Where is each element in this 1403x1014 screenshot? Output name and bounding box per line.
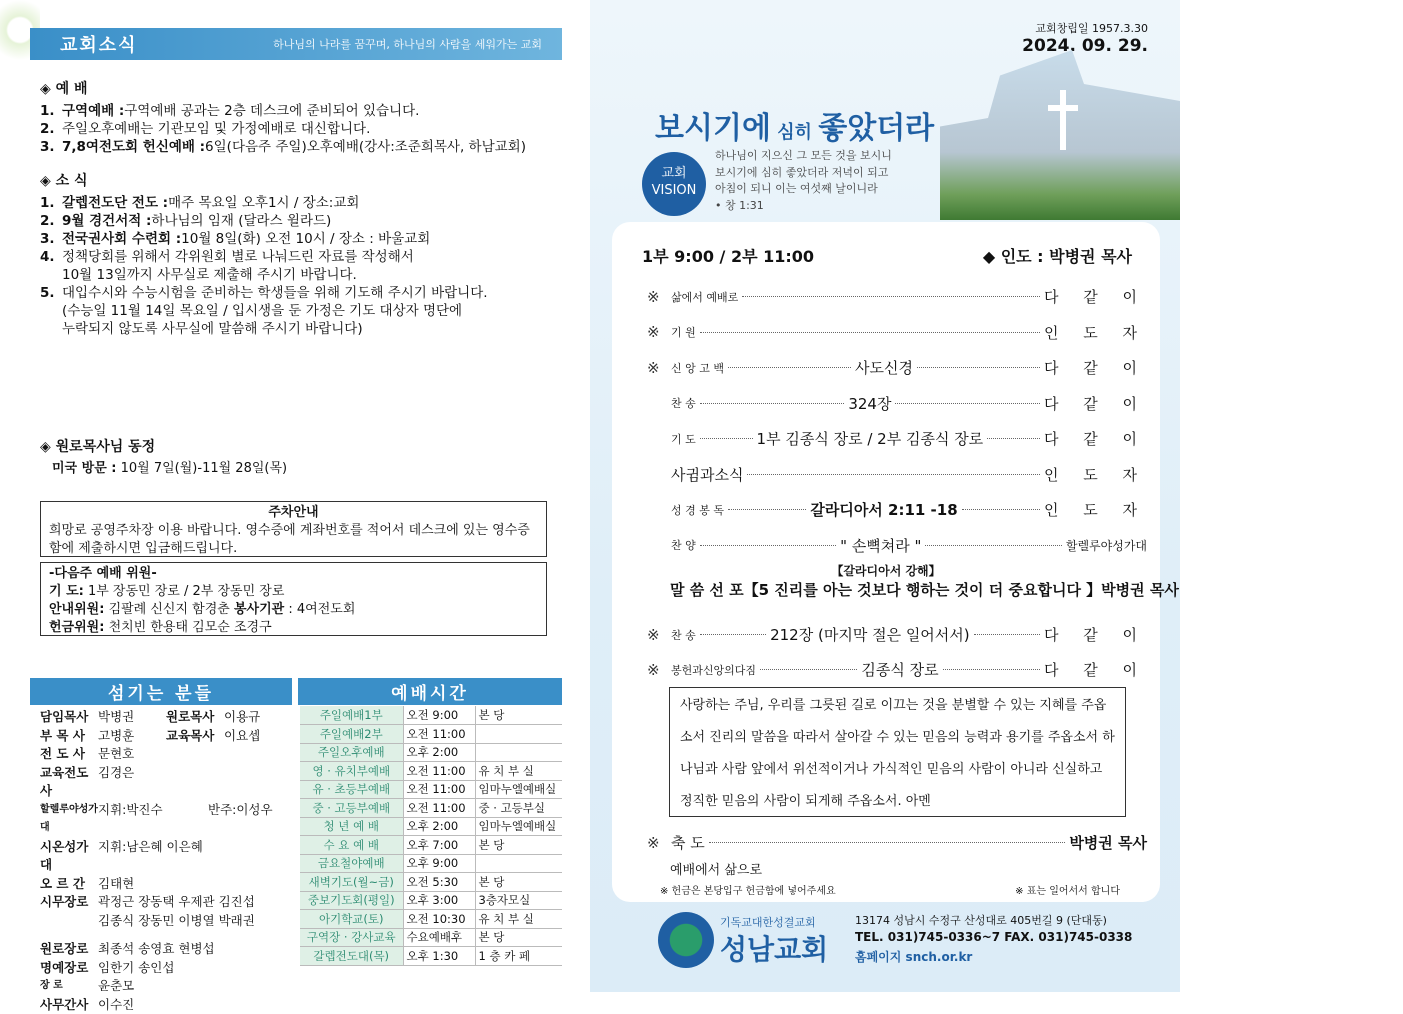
staff-role: 사무간사 — [40, 996, 98, 1014]
vision-badge: 교회 VISION — [642, 152, 706, 216]
news-title: 교회소식 — [60, 31, 138, 57]
service-row — [300, 836, 562, 855]
service-place: 임마누엘예배실 — [475, 817, 562, 836]
service-time: 오전 11:00 — [403, 762, 475, 781]
staff-name: 박병권 — [98, 708, 166, 727]
order-of-worship-card — [612, 222, 1160, 902]
order-row — [647, 624, 1147, 645]
notice-label: 전국권사회 수련회 : — [62, 230, 181, 248]
staff-row — [40, 912, 290, 931]
notice-text: 누락되지 않도록 사무실에 말씀해 주시기 바랍니다) — [62, 320, 363, 338]
worship-leader: ◆ 인도 : 박병권 목사 — [983, 244, 1132, 267]
parking-title: 주차안내 — [49, 504, 538, 522]
staff-name: 김종식 장동민 이병열 박래권 — [98, 912, 255, 931]
staff-row — [40, 801, 290, 838]
order-who: 인 도 자 — [1044, 499, 1147, 520]
order-mark: ※ — [647, 661, 671, 679]
dots — [700, 545, 836, 546]
service-time: 오후 9:00 — [403, 854, 475, 873]
staff-role: 장 로 — [40, 977, 98, 996]
order-who: 인 도 자 — [1044, 464, 1147, 485]
service-time: 오전 5:30 — [403, 873, 475, 892]
notice-label: 구역예배 : — [62, 102, 124, 120]
service-row — [300, 817, 562, 836]
staff-role: 교육전도사 — [40, 764, 98, 801]
next-usher-label: 안내위원: — [49, 602, 104, 617]
notice-item — [40, 120, 526, 138]
church-name: 성남교회 — [720, 928, 828, 968]
staff-name: 이용규 — [224, 708, 260, 727]
staff-role: 오 르 간 — [40, 875, 98, 894]
next-pray-label: 기 도: — [49, 584, 84, 599]
service-row — [300, 762, 562, 781]
staff-name: 이수진 — [98, 996, 134, 1014]
order-row — [647, 464, 1147, 485]
staff-role: 전 도 사 — [40, 745, 98, 764]
notice-item — [40, 302, 488, 320]
next-usher-value: 김팔례 신신지 함경춘 — [104, 602, 234, 617]
notice-text: 매주 목요일 오후1시 / 장소:교회 — [168, 194, 359, 212]
notice-text: 정책당회를 위해서 각위원회 별로 나눠드린 자료를 작성해서 — [62, 248, 414, 266]
left-page — [0, 0, 590, 992]
dots — [742, 296, 1040, 297]
staff-header: 섬기는 분들 — [30, 678, 292, 705]
order-content: 김종식 장로 — [861, 659, 938, 680]
notice-item — [40, 212, 488, 230]
service-table — [300, 706, 562, 966]
order-label: 사귐과소식 — [671, 464, 743, 485]
staff-name: 지휘:박진수 — [98, 801, 208, 838]
notice-text: 10월 8일(화) 오전 10시 / 장소 : 바울교회 — [181, 230, 430, 248]
dots — [728, 509, 806, 510]
worship-section — [40, 80, 526, 156]
next-offering-label: 헌금위원: — [49, 620, 104, 635]
notice-item — [40, 230, 488, 248]
service-place: 유 치 부 실 — [475, 762, 562, 781]
service-time: 1부 9:00 / 2부 11:00 — [642, 244, 814, 267]
service-name: 새벽기도(월~금) — [300, 873, 403, 892]
order-who: 다 같 이 — [1044, 286, 1147, 307]
order-label: 찬 송 — [671, 627, 696, 643]
service-row — [300, 780, 562, 799]
staff-row — [40, 875, 290, 894]
notice-text: 구역예배 공과는 2층 데스크에 준비되어 있습니다. — [124, 102, 419, 120]
contact: TEL. 031)745-0336~7 FAX. 031)745-0338 — [855, 930, 1132, 944]
order-row — [647, 428, 1147, 449]
service-time: 오후 3:00 — [403, 891, 475, 910]
next-week-title: -다음주 예배 위원- — [49, 565, 538, 583]
staff-row — [40, 708, 290, 727]
order-label: 기 도 — [671, 431, 696, 447]
notice-item — [40, 194, 488, 212]
standing-note: ※ 표는 일어서서 합니다 — [1015, 882, 1120, 897]
dots — [895, 403, 1040, 404]
closing-text: 예배에서 삶으로 — [670, 859, 762, 878]
news-header — [30, 28, 562, 60]
notice-number — [40, 320, 62, 338]
order-who: 다 같 이 — [1044, 393, 1147, 414]
service-row — [300, 725, 562, 744]
dots — [700, 332, 1040, 333]
offering-note: ※ 헌금은 본당입구 헌금함에 넣어주세요 — [660, 882, 836, 897]
staff-row — [40, 996, 290, 1014]
service-time: 오전 11:00 — [403, 799, 475, 818]
notice-text: (수능일 11월 14일 목요일 / 입시생을 둔 가정은 기도 대상자 명단에 — [62, 302, 462, 320]
service-place: 유 치 부 실 — [475, 910, 562, 929]
staff-row — [40, 940, 290, 959]
dots — [925, 545, 1061, 546]
order-content: 324장 — [848, 393, 891, 414]
notice-label: 7,8여전도회 헌신예배 : — [62, 138, 205, 156]
notice-number: 5. — [40, 284, 62, 302]
order-who: 다 같 이 — [1044, 624, 1147, 645]
service-row — [300, 799, 562, 818]
order-label: 찬 송 — [671, 395, 696, 411]
service-name: 영 · 유치부예배 — [300, 762, 403, 781]
service-row — [300, 854, 562, 873]
dots — [700, 438, 753, 439]
service-place — [475, 743, 562, 762]
service-name: 주일오후예배 — [300, 743, 403, 762]
staff-name: 반주:이성우 — [208, 801, 273, 838]
next-org-label: 봉사기관 — [234, 602, 284, 617]
parking-text: 희망로 공영주차장 이용 바랍니다. 영수증에 계좌번호를 적어서 데스크에 있는 영수증함에 제출하시면 입금해드립니다. — [49, 522, 538, 558]
order-label: 찬 양 — [671, 537, 696, 553]
service-time: 오후 7:00 — [403, 836, 475, 855]
staff-row — [40, 977, 290, 996]
order-label: 봉헌과신앙의다짐 — [671, 662, 756, 678]
staff-name: 김경은 — [98, 764, 134, 801]
dots — [943, 669, 1040, 670]
order-row — [647, 499, 1147, 520]
order-row — [647, 286, 1147, 307]
order-content: " 손뼉쳐라 " — [840, 535, 921, 556]
order-who: 다 같 이 — [1044, 428, 1147, 449]
notice-label: 9월 경건서적 : — [62, 212, 151, 230]
staff-role: 담임목사 — [40, 708, 98, 727]
notice-item — [40, 266, 488, 284]
staff-role: 시무장로 — [40, 893, 98, 912]
order-label: 성 경 봉 독 — [671, 502, 724, 518]
staff-row — [40, 745, 290, 764]
order-row — [647, 393, 1147, 414]
service-name: 수 요 예 배 — [300, 836, 403, 855]
dots — [728, 367, 851, 368]
service-name: 유 · 초등부예배 — [300, 780, 403, 799]
benediction-row: ※ 축 도 박병권 목사 — [647, 832, 1147, 853]
service-name: 금요철야예배 — [300, 854, 403, 873]
dots — [974, 634, 1040, 635]
service-row — [300, 928, 562, 947]
next-week-box — [40, 562, 547, 636]
notice-number — [40, 266, 62, 284]
order-label: 신 앙 고 백 — [671, 360, 724, 376]
staff-row — [40, 838, 290, 875]
pastor-section — [40, 438, 287, 478]
service-time: 오후 1:30 — [403, 947, 475, 966]
service-time: 오전 10:30 — [403, 910, 475, 929]
founded-date: 교회창립일 1957.3.30 — [1022, 20, 1148, 36]
dots — [917, 367, 1040, 368]
service-name: 중보기도회(평일) — [300, 891, 403, 910]
service-row — [300, 947, 562, 966]
staff-role: 할렐루야성가대 — [40, 801, 98, 838]
next-offering-value: 천치빈 한용태 김모순 조경구 — [104, 620, 271, 635]
church-logo-icon — [658, 912, 714, 968]
service-time: 수요예배후 — [403, 928, 475, 947]
service-place: 임마누엘예배실 — [475, 780, 562, 799]
order-content: 212장 (마지막 절은 일어서서) — [770, 624, 970, 645]
staff-name: 임한기 송인섭 — [98, 959, 174, 978]
staff-role: 원로장로 — [40, 940, 98, 959]
staff-name: 지휘:남은혜 이은혜 — [98, 838, 203, 875]
notice-item — [40, 284, 488, 302]
staff-name: 문현호 — [98, 745, 134, 764]
worship-heading: ◈ 예 배 — [40, 80, 526, 98]
order-content: 1부 김종식 장로 / 2부 김종식 장로 — [757, 428, 984, 449]
notice-text: 주일오후예배는 기관모임 및 가정예배로 대신합니다. — [62, 120, 370, 138]
staff-role: 시온성가대 — [40, 838, 98, 875]
staff-name: 윤춘모 — [98, 977, 134, 996]
order-label: 삶에서 예배로 — [671, 289, 738, 305]
vision-verse: 하나님이 지으신 그 모든 것을 보시니 보시기에 심히 좋았더라 저녁이 되고 아침이 되니 이는 여섯째 날이니라 • 창 1:31 — [715, 148, 892, 214]
order-mark: ※ — [647, 323, 671, 341]
service-place — [475, 854, 562, 873]
service-place: 1 층 카 페 — [475, 947, 562, 966]
parking-box — [40, 501, 547, 557]
address: 13174 성남시 수정구 산성대로 405번길 9 (단대동) — [855, 912, 1107, 928]
bulletin-date: 2024. 09. 29. — [1022, 36, 1148, 56]
service-place: 중 · 고등부실 — [475, 799, 562, 818]
service-time: 오전 11:00 — [403, 780, 475, 799]
staff-row — [40, 764, 290, 801]
service-name: 청 년 예 배 — [300, 817, 403, 836]
notice-item — [40, 248, 488, 266]
staff-role: 교육목사 — [166, 727, 224, 746]
notice-label: 갈렙전도단 전도 : — [62, 194, 168, 212]
dots — [700, 403, 845, 404]
news-section — [40, 172, 488, 338]
dots — [987, 438, 1040, 439]
sermon-series: 【갈라디아서 강해】 — [612, 562, 1160, 579]
dots — [962, 509, 1040, 510]
service-time: 오후 2:00 — [403, 817, 475, 836]
staff-list — [40, 708, 290, 1014]
order-mark: ※ — [647, 359, 671, 377]
service-name: 갈렙전도대(목) — [300, 947, 403, 966]
service-time: 오후 2:00 — [403, 743, 475, 762]
order-who: 할렐루야성가대 — [1066, 537, 1147, 554]
notice-number: 2. — [40, 120, 62, 138]
staff-role — [40, 912, 98, 931]
order-who: 인 도 자 — [1044, 322, 1147, 343]
service-name: 중 · 고등부예배 — [300, 799, 403, 818]
notice-item — [40, 102, 526, 120]
denomination: 기독교대한성결교회 — [720, 914, 816, 930]
church-building-image — [940, 50, 1180, 220]
dots — [747, 474, 1040, 475]
dots — [760, 669, 857, 670]
staff-role: 명예장로 — [40, 959, 98, 978]
service-place — [475, 725, 562, 744]
staff-row — [40, 893, 290, 912]
staff-role: 원로목사 — [166, 708, 224, 727]
notice-item — [40, 320, 488, 338]
bulletin-title: 보시기에 심히 좋았더라 — [655, 103, 934, 147]
service-name: 주일예배2부 — [300, 725, 403, 744]
order-content: 갈라디아서 2:11 -18 — [810, 499, 957, 520]
next-pray-value: 1부 장동민 장로 / 2부 장동민 장로 — [84, 584, 285, 599]
service-name: 아기학교(토) — [300, 910, 403, 929]
order-label: 기 원 — [671, 324, 696, 340]
service-row — [300, 910, 562, 929]
order-who: 다 같 이 — [1044, 357, 1147, 378]
notice-text: 대입수시와 수능시험을 준비하는 학생들을 위해 기도해 주시기 바랍니다. — [62, 284, 488, 302]
staff-name: 곽정근 장동택 우제관 김진섭 — [98, 893, 255, 912]
staff-name: 김태현 — [98, 875, 134, 894]
order-row — [647, 357, 1147, 378]
notice-number: 3. — [40, 138, 62, 156]
service-time: 오전 9:00 — [403, 706, 475, 725]
service-row — [300, 706, 562, 725]
news-heading: ◈ 소 식 — [40, 172, 488, 190]
service-name: 주일예배1부 — [300, 706, 403, 725]
right-page — [590, 0, 1180, 992]
sermon-line: 말 씀 선 포【5 진리를 아는 것보다 행하는 것이 더 중요합니다 】박병권 목사 — [670, 579, 1179, 600]
pastor-label: 미국 방문 : — [52, 461, 116, 476]
staff-role: 부 목 사 — [40, 727, 98, 746]
staff-row — [40, 727, 290, 746]
order-row — [647, 535, 1147, 556]
prayer-box: 사랑하는 주님, 우리를 그릇된 길로 이끄는 것을 분별할 수 있는 지혜를 주옵소서 진리의 말씀을 따라서 살아갈 수 있는 믿음의 능력과 용기를 주옵소서 하나님과 사람 앞에서 위선적이거나 가식적인 믿음의 사람이 아니라 신실하고 정직한 믿음의 사람이 되게해 주옵소서. 아멘 — [669, 687, 1126, 817]
service-place: 본 당 — [475, 706, 562, 725]
date-block — [1022, 20, 1148, 56]
pastor-heading: ◈ 원로목사님 동정 — [40, 438, 287, 456]
website-link[interactable]: 홈페이지 snch.or.kr — [855, 948, 972, 965]
notice-text: 하나님의 임재 (달라스 윌라드) — [151, 212, 331, 230]
dots — [700, 634, 766, 635]
service-row — [300, 873, 562, 892]
service-place: 3층자모실 — [475, 891, 562, 910]
cross-icon — [1060, 90, 1066, 150]
service-name: 구역장 · 강사교육 — [300, 928, 403, 947]
notice-number: 3. — [40, 230, 62, 248]
next-org-value: : 4여전도회 — [284, 602, 355, 617]
notice-text: 10월 13일까지 사무실로 제출해 주시기 바랍니다. — [62, 266, 357, 284]
footer — [590, 902, 1180, 992]
order-row — [647, 659, 1147, 680]
notice-number: 2. — [40, 212, 62, 230]
staff-name: 이요셉 — [224, 727, 260, 746]
order-who: 다 같 이 — [1044, 659, 1147, 680]
service-place: 본 당 — [475, 836, 562, 855]
service-time: 오전 11:00 — [403, 725, 475, 744]
notice-number: 1. — [40, 102, 62, 120]
staff-name: 최종석 송영효 현병섭 — [98, 940, 215, 959]
service-place: 본 당 — [475, 928, 562, 947]
notice-number — [40, 302, 62, 320]
service-row — [300, 743, 562, 762]
notice-number: 1. — [40, 194, 62, 212]
order-mark: ※ — [647, 626, 671, 644]
staff-row — [40, 959, 290, 978]
order-mark: ※ — [647, 288, 671, 306]
pastor-text: 10월 7일(월)-11월 28일(목) — [116, 461, 287, 476]
service-row — [300, 891, 562, 910]
notice-number: 4. — [40, 248, 62, 266]
notice-text: 6일(다음주 주일)오후예배(강사:조준희목사, 하남교회) — [205, 138, 526, 156]
news-subtitle: 하나님의 나라를 꿈꾸며, 하나님의 사람을 세워가는 교회 — [273, 36, 542, 52]
order-content: 사도신경 — [855, 357, 913, 378]
service-place: 본 당 — [475, 873, 562, 892]
service-header: 예배시간 — [298, 678, 562, 705]
notice-item — [40, 138, 526, 156]
order-row — [647, 322, 1147, 343]
staff-name: 고병훈 — [98, 727, 166, 746]
